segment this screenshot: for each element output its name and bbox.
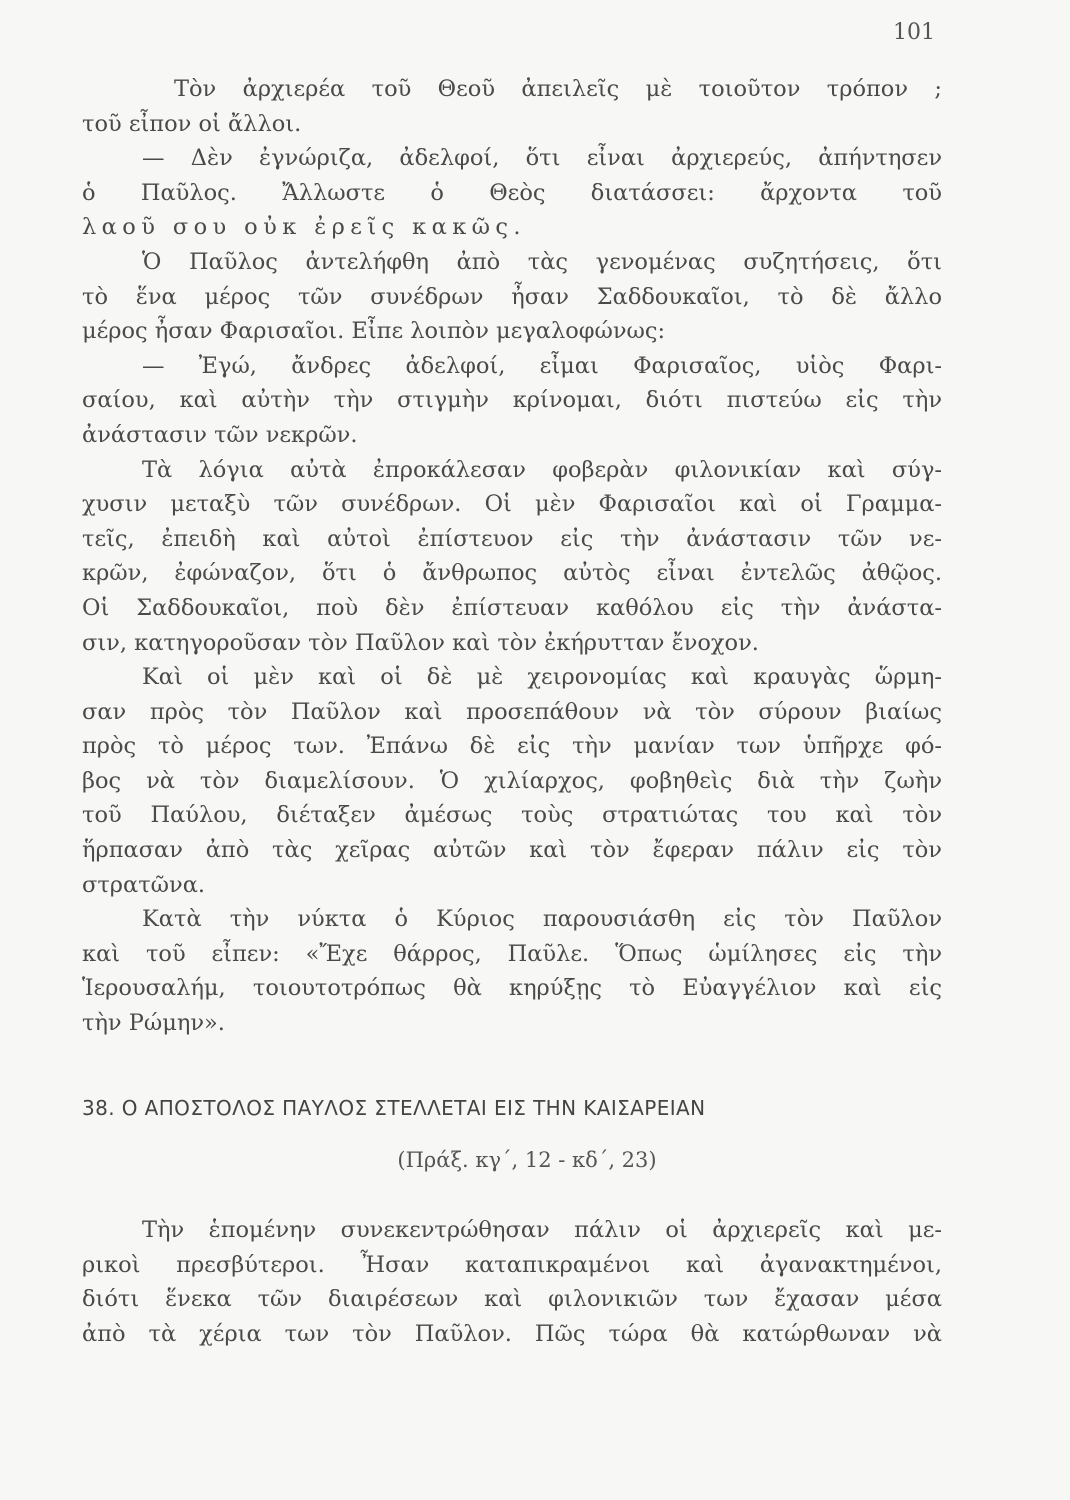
text-line: Κατὰ τὴν νύκτα ὁ Κύριος παρουσιάσθη εἰς τὸν Παῦλον bbox=[142, 906, 942, 933]
text-line: Τὸν ἀρχιερέα τοῦ Θεοῦ ἀπειλεῖς μὲ τοιοῦτον τρόπον ; bbox=[174, 76, 942, 102]
section-heading: 38. Ο ΑΠΟΣΤΟΛΟΣ ΠΑΥΛΟΣ ΣΤΕΛΛΕΤΑΙ ΕΙΣ ΤΗΝ ΚΑΙΣΑΡΕΙΑΝ bbox=[82, 1096, 706, 1120]
text-line: Οἱ Σαδδουκαῖοι, ποὺ δὲν ἐπίστευαν καθόλου εἰς τὴν ἀνάστα- bbox=[82, 594, 942, 621]
text-line: Τὴν ἑπομένην συνεκεντρώθησαν πάλιν οἱ ἀρχιερεῖς καὶ με- bbox=[142, 1217, 942, 1243]
text-line: τοῦ Παύλου, διέταξεν ἀμέσως τοὺς στρατιώτας του καὶ τὸν bbox=[82, 802, 942, 829]
section-text bbox=[82, 1213, 942, 1351]
text-line: τὸ ἕνα μέρος τῶν συνέδρων ἦσαν Σαδδουκαῖοι, τὸ δὲ ἄλλο bbox=[82, 283, 942, 310]
text-line: ἀνάστασιν τῶν νεκρῶν. bbox=[82, 421, 358, 448]
text-line: χυσιν μεταξὺ τῶν συνέδρων. Οἱ μὲν Φαρισαῖοι καὶ οἱ Γραμμα- bbox=[82, 491, 942, 518]
text-line: Ἱερουσαλήμ, τοιουτοτρόπως θὰ κηρύξῃς τὸ Εὐαγγέλιον καὶ εἰς bbox=[82, 975, 942, 1002]
text-line: τοῦ εἶπον οἱ ἄλλοι. bbox=[82, 110, 302, 137]
text-line: Ὁ Παῦλος ἀντελήφθη ἀπὸ τὰς γενομένας συζητήσεις, ὅτι bbox=[142, 248, 942, 275]
text-line: σαίου, καὶ αὐτὴν τὴν στιγμὴν κρίνομαι, διότι πιστεύω εἰς τὴν bbox=[82, 387, 942, 414]
text-line: βος νὰ τὸν διαμελίσουν. Ὁ χιλίαρχος, φοβηθεὶς διὰ τὴν ζωὴν bbox=[82, 767, 942, 794]
text-line: μέρος ἦσαν Φαρισαῖοι. Εἶπε λοιπὸν μεγαλοφώνως: bbox=[82, 318, 666, 345]
text-line: σαν πρὸς τὸν Παῦλον καὶ προσεπάθουν νὰ τὸν σύρουν βιαίως bbox=[82, 698, 942, 725]
text-line: ὁ Παῦλος. Ἄλλωστε ὁ Θεὸς διατάσσει: ἄρχοντα τοῦ bbox=[82, 179, 942, 206]
text-line: σιν, κατηγοροῦσαν τὸν Παῦλον καὶ τὸν ἐκήρυτταν ἔνοχον. bbox=[82, 629, 759, 656]
text-line: καὶ τοῦ εἶπεν: «Ἔχε θάρρος, Παῦλε. Ὅπως ὡμίλησες εἰς τὴν bbox=[82, 940, 942, 967]
text-line: ρικοὶ πρεσβύτεροι. Ἦσαν καταπικραμένοι καὶ ἀγανακτημένοι, bbox=[82, 1251, 942, 1278]
text-line: λαοῦ σου οὐκ ἐρεῖς κακῶς. bbox=[82, 214, 526, 241]
text-line: τεῖς, ἐπειδὴ καὶ αὐτοὶ ἐπίστευον εἰς τὴν ἀνάστασιν τῶν νε- bbox=[82, 525, 942, 552]
text-line: — Ἐγώ, ἄνδρες ἀδελφοί, εἶμαι Φαρισαῖος, υἱὸς Φαρι- bbox=[142, 352, 942, 379]
text-line: Τὰ λόγια αὐτὰ ἐπροκάλεσαν φοβερὰν φιλονικίαν καὶ σύγ- bbox=[142, 456, 942, 483]
text-line: ἀπὸ τὰ χέρια των τὸν Παῦλον. Πῶς τώρα θὰ κατώρθωναν νὰ bbox=[82, 1320, 942, 1347]
text-line: τὴν Ρώμην». bbox=[82, 1010, 225, 1037]
text-line: διότι ἕνεκα τῶν διαιρέσεων καὶ φιλονικιῶν των ἔχασαν μέσα bbox=[82, 1286, 942, 1313]
text-line: πρὸς τὸ μέρος των. Ἐπάνω δὲ εἰς τὴν μανίαν των ὑπῆρχε φό- bbox=[82, 733, 942, 760]
text-line: — Δὲν ἐγνώριζα, ἀδελφοί, ὅτι εἶναι ἀρχιερεύς, ἀπήντησεν bbox=[142, 145, 942, 172]
page-number: 101 bbox=[893, 20, 935, 45]
text-line: κρῶν, ἐφώναζον, ὅτι ὁ ἄνθρωπος αὐτὸς εἶναι ἐντελῶς ἀθῷος. bbox=[82, 560, 942, 587]
text-line: ἥρπασαν ἀπὸ τὰς χεῖρας αὐτῶν καὶ τὸν ἔφεραν πάλιν εἰς τὸν bbox=[82, 837, 942, 864]
text-line: στρατῶνα. bbox=[82, 871, 206, 898]
body-text bbox=[82, 72, 942, 1041]
section-reference: (Πράξ. κγ΄, 12 - κδ΄, 23) bbox=[397, 1148, 657, 1172]
text-line: Καὶ οἱ μὲν καὶ οἱ δὲ μὲ χειρονομίας καὶ κραυγὰς ὥρμη- bbox=[142, 664, 942, 691]
